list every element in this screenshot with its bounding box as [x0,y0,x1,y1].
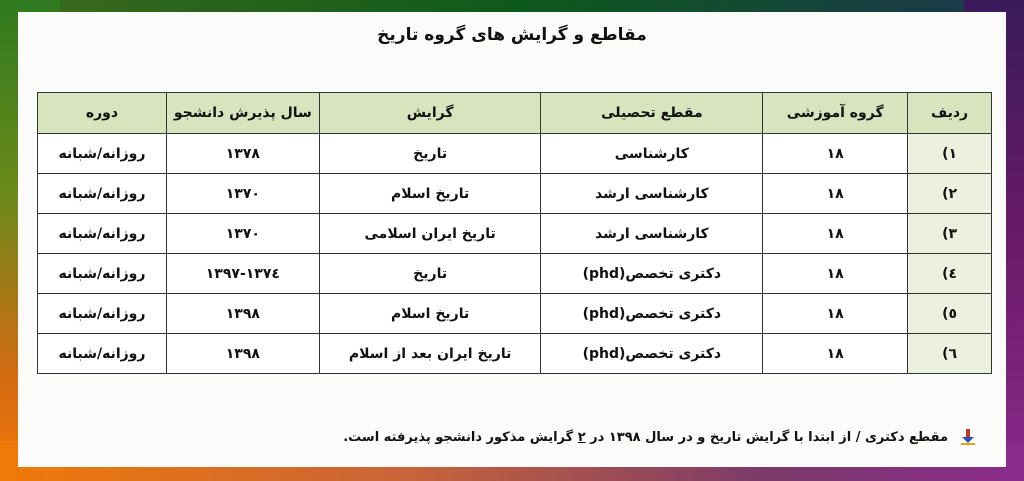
cell-group: ۱۸ [763,174,908,214]
cell-radif: ٤) [908,254,992,294]
table-row [38,174,992,214]
table-header-row [38,93,992,134]
header-group: گروه آموزشی [763,93,908,134]
header-period: دوره [38,93,167,134]
cell-group: ۱۸ [763,254,908,294]
cell-field: تاریخ ایران بعد از اسلام [319,334,541,374]
cell-year: ۱۳۷۰ [166,214,319,254]
cell-year: ۱۳۷۰ [166,174,319,214]
cell-year: ۱۳۹۸ [166,334,319,374]
cell-radif: ۱) [908,134,992,174]
cell-level: کارشناسی ارشد [541,174,763,214]
cell-year: ۱۳۹۸ [166,294,319,334]
cell-level: دکتری تخصص(phd) [541,294,763,334]
header-year: سال پذیرش دانشجو [166,93,319,134]
cell-level: کارشناسی ارشد [541,214,763,254]
cell-field: تاریخ [319,254,541,294]
table-row [38,294,992,334]
cell-group: ۱۸ [763,294,908,334]
table-row [38,214,992,254]
header-radif: ردیف [908,93,992,134]
footnote-text-end: گرایش مذکور دانشجو پذیرفته است. [343,430,578,445]
cell-field: تاریخ اسلام [319,174,541,214]
cell-level: دکتری تخصص(phd) [541,254,763,294]
cell-field: تاریخ اسلام [319,294,541,334]
footnote-text-start: مقطع دکتری / از ابتدا با گرایش تاریخ و در سال ۱۳۹۸ در [585,430,948,445]
page-title: مقاطع و گرایش های گروه تاریخ [377,25,647,45]
cell-level: دکتری تخصص(phd) [541,334,763,374]
content-panel [18,12,1006,467]
header-level: مقطع تحصیلی [541,93,763,134]
footnote [18,430,948,445]
header-field: گرایش [319,93,541,134]
cell-year: ۱۳۷۸ [166,134,319,174]
cell-group: ۱۸ [763,134,908,174]
cell-radif: ۳) [908,214,992,254]
cell-period: روزانه/شبانه [38,174,167,214]
cell-period: روزانه/شبانه [38,254,167,294]
cell-group: ۱۸ [763,334,908,374]
cell-period: روزانه/شبانه [38,134,167,174]
programs-table [37,92,992,374]
cell-radif: ٦) [908,334,992,374]
table-row [38,254,992,294]
table-row [38,334,992,374]
cell-year: ۱۳۷٤-۱۳۹۷ [166,254,319,294]
cell-field: تاریخ [319,134,541,174]
cell-group: ۱۸ [763,214,908,254]
cell-field: تاریخ ایران اسلامی [319,214,541,254]
bullet-arrow-icon [959,428,977,446]
cell-radif: ٥) [908,294,992,334]
cell-period: روزانه/شبانه [38,214,167,254]
cell-period: روزانه/شبانه [38,334,167,374]
table-row [38,134,992,174]
cell-period: روزانه/شبانه [38,294,167,334]
cell-level: کارشناسی [541,134,763,174]
cell-radif: ۲) [908,174,992,214]
footnote-underlined-number: ۲ [577,430,586,445]
